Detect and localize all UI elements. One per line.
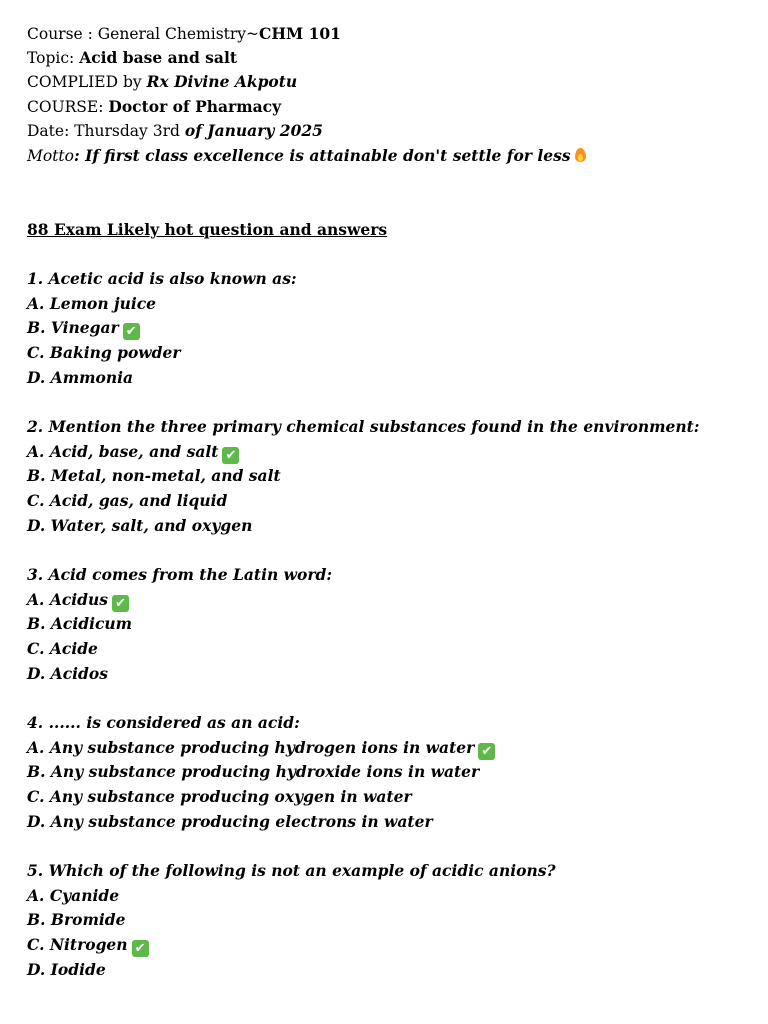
answer-option	[27, 908, 126, 932]
program-line	[27, 95, 281, 119]
answer-option-text: A. Acidus	[27, 589, 109, 609]
date-label: Date: Thursday 3rd	[27, 122, 185, 140]
fire-icon	[574, 147, 587, 163]
answer-option	[27, 785, 412, 809]
question-text: 1. Acetic acid is also known as:	[27, 269, 297, 288]
answer-option	[27, 933, 149, 957]
answer-option-text: A. Lemon juice	[27, 293, 157, 313]
answer-option	[27, 366, 133, 390]
topic-line	[27, 46, 237, 70]
answer-option-text: B. Metal, non-metal, and salt	[27, 466, 281, 486]
answer-option	[27, 760, 479, 784]
answer-option	[27, 612, 132, 636]
answer-option	[27, 489, 227, 513]
answer-option-text: D. Acidos	[27, 663, 108, 683]
answer-option-text: C. Acide	[27, 638, 98, 658]
answer-option-text: C. Baking powder	[27, 342, 181, 362]
answer-option-text: B. Any substance producing hydroxide ions in water	[27, 762, 480, 782]
course-label: Course : General Chemistry~	[27, 25, 260, 43]
program-label: COURSE:	[27, 98, 109, 116]
question-text: 3. Acid comes from the Latin word:	[27, 565, 333, 584]
topic-label: Topic:	[27, 49, 80, 67]
answer-option-text: D. Water, salt, and oxygen	[27, 515, 253, 535]
answer-option-text: A. Cyanide	[27, 885, 120, 905]
motto-line	[27, 144, 587, 168]
answer-option	[27, 637, 98, 661]
date-value: of January 2025	[184, 121, 323, 140]
answer-option	[27, 316, 140, 340]
answer-option-text: C. Nitrogen	[27, 934, 128, 954]
answer-option	[27, 514, 252, 538]
check-mark-icon: ✔	[123, 323, 140, 340]
question-text: 4. ...... is considered as an acid:	[27, 713, 300, 732]
answer-option	[27, 884, 119, 908]
compiled-label: COMPLIED by	[27, 73, 147, 91]
answer-option-text: D. Ammonia	[27, 367, 134, 387]
answer-option	[27, 662, 108, 686]
answer-option-text: A. Any substance producing hydrogen ions in water	[27, 737, 475, 757]
motto-label: Motto	[27, 147, 74, 165]
answer-option	[27, 440, 239, 464]
compiled-line	[27, 70, 297, 94]
question-text: 5. Which of the following is not an example of acidic anions?	[27, 861, 556, 880]
answer-option-text: C. Any substance producing oxygen in water	[27, 786, 412, 806]
answer-option-text: A. Acid, base, and salt	[27, 441, 219, 461]
question-text: 2. Mention the three primary chemical substances found in the environment:	[27, 417, 700, 436]
course-line	[27, 22, 341, 46]
answer-option-text: D. Any substance producing electrons in water	[27, 811, 433, 831]
check-mark-icon: ✔	[132, 940, 149, 957]
check-mark-icon: ✔	[478, 743, 495, 760]
answer-option	[27, 341, 181, 365]
check-mark-icon: ✔	[112, 595, 129, 612]
compiled-value: Rx Divine Akpotu	[146, 72, 298, 91]
answer-option-text: B. Vinegar	[27, 318, 119, 338]
answer-option	[27, 292, 156, 316]
answer-option	[27, 736, 495, 760]
check-mark-icon: ✔	[222, 447, 239, 464]
program-value: Doctor of Pharmacy	[108, 97, 282, 116]
answer-option-text: D. Iodide	[27, 959, 106, 979]
course-code: CHM 101	[259, 24, 341, 43]
answer-option	[27, 958, 106, 982]
answer-option	[27, 588, 129, 612]
answer-option-text: B. Bromide	[27, 910, 126, 930]
answer-option	[27, 810, 433, 834]
answer-option-text: C. Acid, gas, and liquid	[27, 490, 228, 510]
date-line	[27, 119, 323, 143]
topic-value: Acid base and salt	[79, 48, 238, 67]
motto-value: : If first class excellence is attainable don't settle for less	[74, 146, 571, 165]
answer-option-text: B. Acidicum	[27, 614, 133, 634]
section-title: 88 Exam Likely hot question and answers	[27, 220, 388, 239]
answer-option	[27, 464, 281, 488]
